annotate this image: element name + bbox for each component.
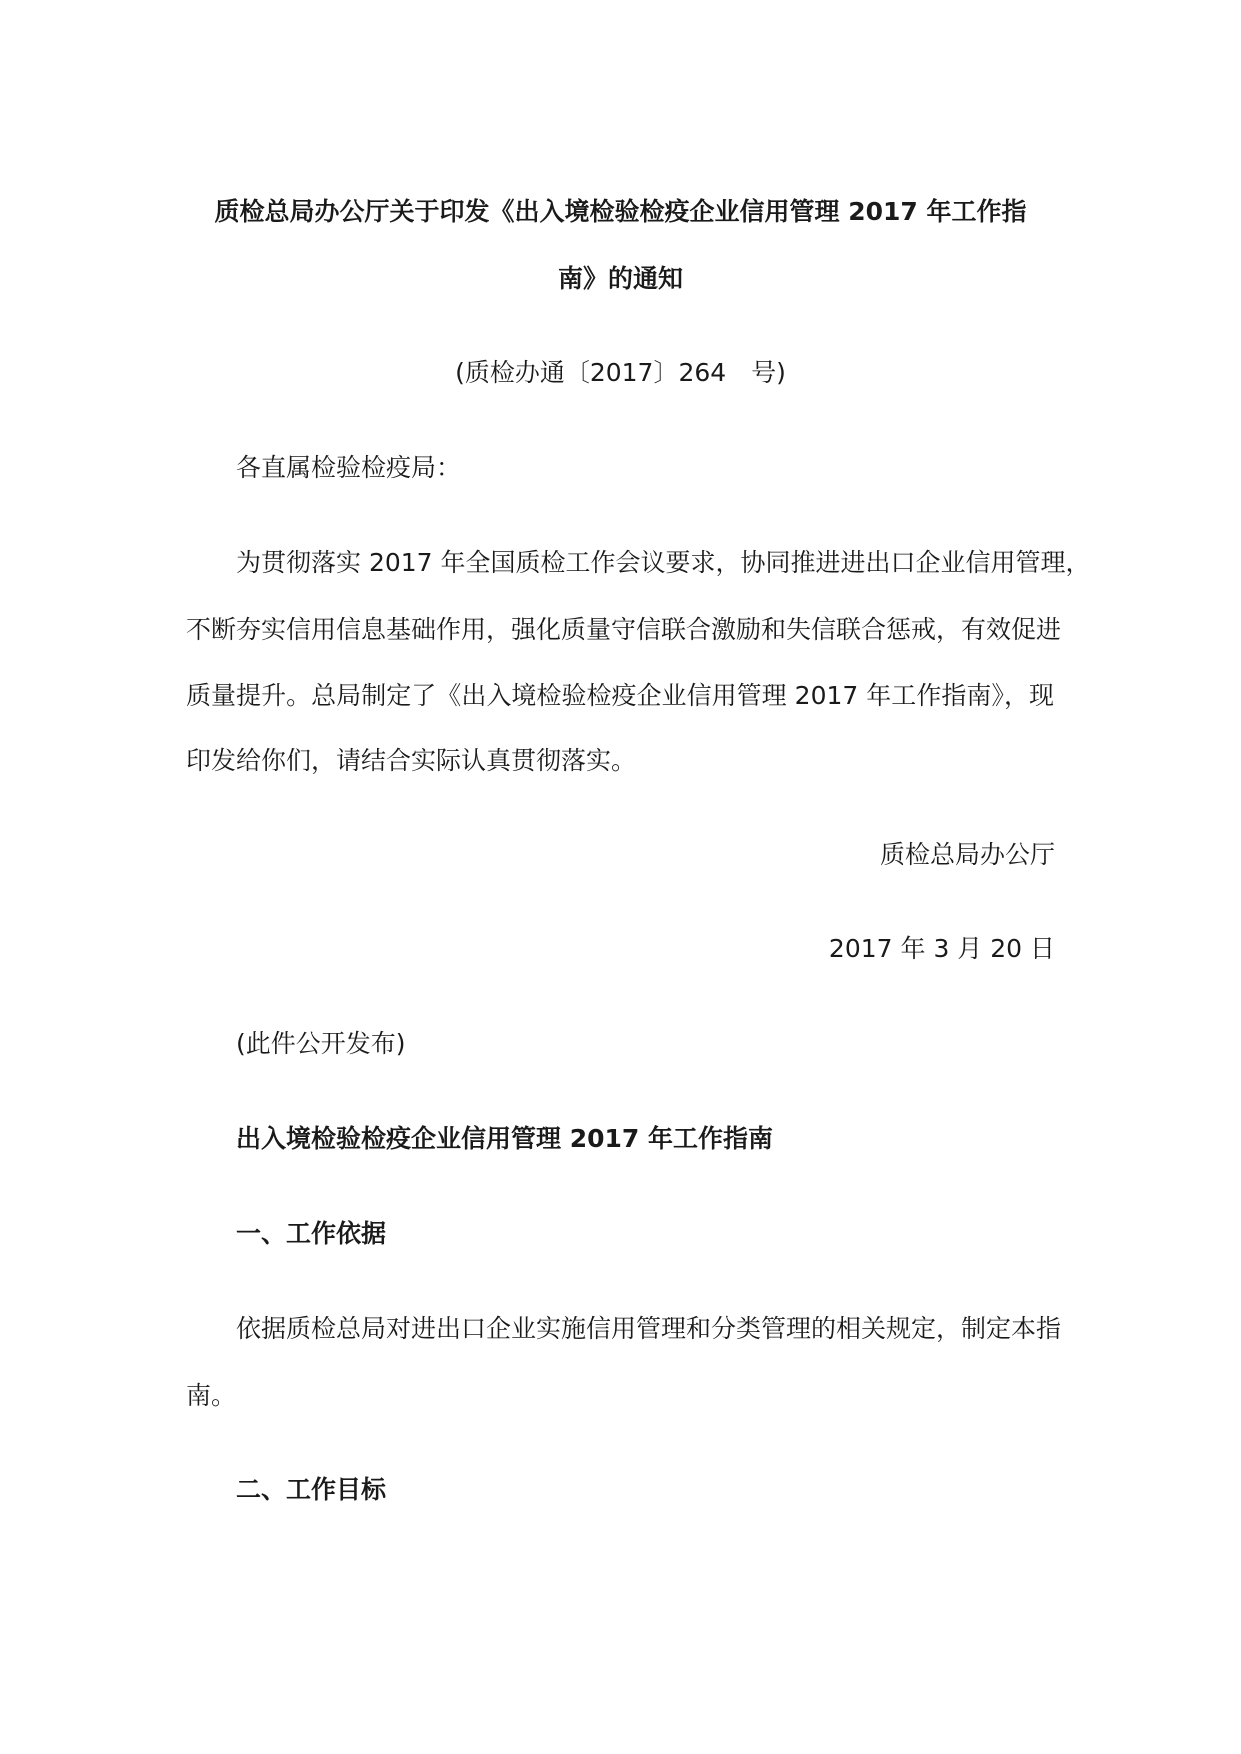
body-paragraph-line-4: 印发给你们，请结合实际认真贯彻落实。: [186, 746, 637, 775]
signature-org: 质检总局办公厅: [879, 840, 1055, 869]
section-1-text-line-2: 南。: [186, 1381, 237, 1410]
public-note: (此件公开发布): [236, 1029, 406, 1058]
document-number: (质检办通〔2017〕264 号): [455, 358, 786, 387]
signature-date: 2017 年 3 月 20 日: [828, 934, 1055, 963]
salutation: 各直属检验检疫局：: [236, 453, 462, 482]
body-paragraph-line-1: 为贯彻落实 2017 年全国质检工作会议要求，协同推进进出口企业信用管理，: [186, 548, 1091, 577]
guide-title: 出入境检验检疫企业信用管理 2017 年工作指南: [236, 1124, 773, 1153]
section-1-text-line-1: 依据质检总局对进出口企业实施信用管理和分类管理的相关规定，制定本指: [186, 1314, 1062, 1343]
section-1-heading: 一、工作依据: [236, 1219, 387, 1248]
document-title-line-2: 南》的通知: [557, 264, 683, 293]
section-2-heading: 二、工作目标: [236, 1475, 387, 1504]
body-paragraph-line-3: 质量提升。总局制定了《出入境检验检疫企业信用管理 2017 年工作指南》，现: [186, 681, 1054, 710]
document-title-line-1: 质检总局办公厅关于印发《出入境检验检疫企业信用管理 2017 年工作指: [214, 197, 1027, 226]
body-paragraph-line-2: 不断夯实信用信息基础作用，强化质量守信联合激励和失信联合惩戒，有效促进: [186, 615, 1062, 644]
